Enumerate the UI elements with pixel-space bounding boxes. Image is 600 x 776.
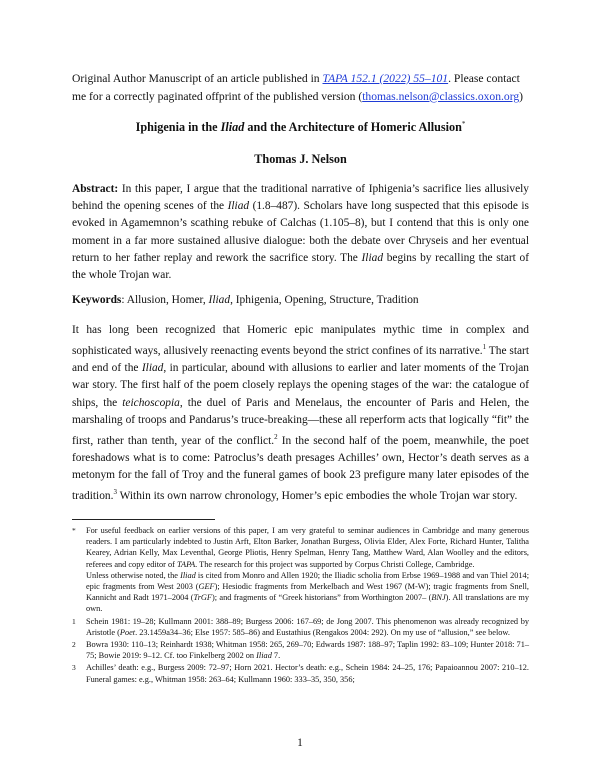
abstract: Abstract: In this paper, I argue that the traditional narrative of Iphigenia’s sacrifice lies allusively behind the opening scenes of the Iliad (1.8–487). Scholars have long suspected that this episode is evoked in Agamemnon’s scathing rebuke of Calchas (1.105–8), but I contend that this is only one moment in a far more sustained allusive dialogue: both the debate over Chryseis and her eventual return to her father replay and rework the sacrifice story. The Iliad begins by recalling the start of the whole Trojan war. [72,183,530,282]
author-name: Thomas J. Nelson [254,152,347,166]
notice-text-suffix: ) [519,89,524,103]
email-link[interactable]: thomas.nelson@classics.oxon.org [362,89,520,103]
footnote-marker: 1 [72,616,76,626]
journal-link-text: TAPA 152.1 (2022) 55–101 [322,72,449,85]
body-paragraph: It has long been recognized that Homeric epic manipulates mythic time in complex and sophisticated ways, allusively reenacting events beyond the strict confines of its narrative.$^1$ The start and end of the Iliad, in particular, abound with allusions to earlier and later moments of the Trojan war story. The first half of the poem closely replays the opening stages of the war: the catalogue of ships, the teichoscopia, the duel of Paris and Menelaus, the encounter of Paris and Helen, the marshaling of troops and Pandarus’s truce-breaking—these all reperform acts that logically “fit” the first, rather than tenth, year of the conflict.$^2$ In the second half of the poem, meanwhile, the poet foreshadows what is to come: Patroclus’s death presages Achilles’ own, Hector’s death serves as a metonym for the fall of Troy and the funeral games of book 23 prefigure many later episodes of the tradition.$^3$ Within its own narrow chronology, Homer’s epic embodies the whole Trojan war story. [72,324,529,503]
abstract-label: Abstract: [72,183,119,195]
footnote-separator [72,519,215,520]
title-footnote-marker[interactable]: * [461,120,466,128]
page-number: 1 [297,737,303,749]
notice-text-middle: . Please contact me for a correctly paginated offprint of the published version ( [72,72,520,103]
footnotes [72,525,529,686]
footnote-2: 2 Bowra 1930: 110–13; Reinhardt 1938; Whitman 1958: 265, 269–70; Edwards 1987: 188–97; Taplin 1992: 83–109; Hunter 2018: 71–75; Bowie 2019: 9–12. Cf. too Finkelberg 2002 on Iliad 7. [72,640,529,661]
footnote-3: 3 Achilles’ death: e.g., Burgess 2009: 72–97; Horn 2021. Hector’s death: e.g., Schein 1984: 24–25, 176; Papaioannou 2007: 210–12. Funeral games: e.g., Whitman 1958: 263–64; Kullmann 1960: 333–35, 350, 356; [72,663,529,684]
footnote-ref-3[interactable]: 3 [113,488,117,497]
keywords: Keywords: Allusion, Homer, Iliad, Iphigenia, Opening, Structure, Tradition [72,294,419,306]
footnote-ref-2[interactable]: 2 [274,433,278,442]
footnote-marker: * [72,526,76,535]
footnote-ref-1[interactable]: 1 [482,343,487,352]
keywords-label: Keywords [72,294,122,306]
journal-link[interactable] [323,72,449,85]
author-manuscript-notice [72,70,529,105]
article-title: Iphigenia in the Iliad and the Architecture of Homeric Allusion* [135,120,466,135]
footnote-1: 1 Schein 1981: 19–28; Kullmann 2001: 388–89; Burgess 2006: 167–69; de Jong 2007. This phenomenon was already recognized by Aristotle (Poet. 23.1459a34–36; Else 1957: 585–86) and Eustathius (Rengakos 2004: 292). On my use of “allusion,” see below. [72,616,529,637]
notice-text: Original Author Manuscript of an article published in [72,72,323,85]
footnote-marker: 2 [72,640,76,650]
footnote-marker: 3 [72,663,76,673]
footnote-star: * For useful feedback on earlier versions of this paper, I am very grateful to seminar audiences in Cambridge and many generous readers. I am particularly indebted to Justin Arft, Elton Barker, Jonathan Burgess, Olivia Elder, Alex Forte, Richard Hunter, Talitha Kearey, Adrian Kelly, Max Leventhal, George Pliotis, Henry Spelman, Henry Tang, Matthew Ward, Alan Woolley and the editors, referees and copy editor of TAPA. The research for this project was supported by Corpus Christi College, Cambridge. Unless otherwise noted, the Iliad is cited from Monro and Allen 1920; the Iliadic scholia from Erbse 1969–1988 and van Thiel 2014; epic fragments from West 2003 (GEF); Hesiodic fragments from Merkelbach and West 1967 (M-W); tragic fragments from Snell, Kannicht and Radt 1971–2004 (TrGF); and fragments of “Greek historians” from Worthington 2007– (BNJ). All translations are my own. [72,526,529,614]
